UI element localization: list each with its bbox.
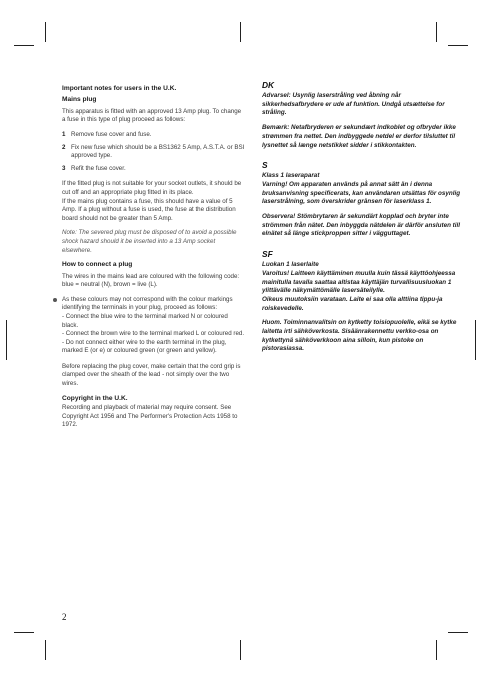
laser-warnings-column — [262, 80, 462, 360]
s-warning: Klass 1 laseraparat Varning! Om apparaten används på annat sätt än i denna bruksanvisning specificerats, kan användaren utsättas för osynlig laserstrålning, som överskrider gränsen för laserklass 1. — [262, 172, 461, 206]
uk-notes-heading: Important notes for users in the U.K. — [62, 85, 177, 92]
wiring-instructions — [62, 296, 245, 356]
crop-mark — [240, 640, 241, 660]
wiring-step: - Connect the blue wire to the terminal marked N or coloured black. — [62, 312, 228, 329]
crop-mark — [14, 632, 34, 633]
crop-mark — [448, 632, 468, 633]
dk-note: Bemærk: Netafbryderen er sekundært indkoblet og ofbryder ikke strømmen fra nettet. Den indbyggede netdel er derfor tilsluttet til lysnettet så længe netstikket sidder i stikkontakten. — [262, 124, 456, 149]
connect-plug-heading: How to connect a plug — [62, 261, 133, 269]
cord-grip-text: Before replacing the plug cover, make certain that the cord grip is clamped over the sheath of the lead - not simply over the two wires. — [62, 362, 241, 388]
crop-mark — [240, 22, 241, 42]
copyright-text: Recording and playback of material may require consent. See Copyright Act 1956 and The Performer's Protection Acts 1958 to 1972. — [62, 404, 238, 429]
s-note: Observera! Stömbrytaren är sekundärt kopplad och bryter inte strömmen från nätet. Den inbyggda nätdelen är därför ansluten till elnätet så länge stickproppen sitter i vägguttaget. — [262, 213, 461, 238]
crop-mark — [436, 22, 437, 42]
lang-heading-sf: SF — [262, 249, 273, 260]
crop-mark — [14, 45, 34, 46]
step-text: Refit the fuse cover. — [71, 164, 126, 172]
sf-note: Huom. Toiminnanvalitsin on kytketty toisiopuolelle, eikä se kytke laitetta irti sähköverkosta. Sisäänrakennettu verkko-osa on kytkettynä sähköverkkoon aina silloin, kun pistoke on pistorasiassa. — [262, 319, 457, 353]
dk-warning: Advarsel: Usynlig laserstråling ved åbning når sikkerhedsafbrydere er ude af funktion. Undgå utsættelse for stråling. — [262, 92, 445, 117]
wiring-step: - Do not connect either wire to the earth terminal in the plug, marked E (or e) or coloured green (or green and yellow). — [62, 338, 227, 355]
crop-mark — [475, 320, 476, 360]
crop-mark — [45, 640, 46, 660]
crop-mark — [6, 320, 7, 360]
wiring-bullet — [62, 296, 245, 356]
crop-mark — [436, 640, 437, 660]
wiring-step: - Connect the brown wire to the terminal marked L or coloured red. — [62, 330, 245, 338]
step-text: Remove fuse cover and fuse. — [71, 131, 152, 138]
lang-heading-dk: DK — [262, 80, 275, 90]
wiring-intro: As these colours may not correspond with the colour markings identifying the terminals in your plug, proceed as follows: — [62, 295, 233, 312]
crop-mark — [45, 22, 46, 42]
step-number: 1 — [62, 131, 66, 138]
fuse-step — [62, 131, 245, 140]
copyright-heading: Copyright in the U.K. — [62, 394, 128, 402]
mains-plug-heading: Mains plug — [62, 96, 97, 104]
step-number: 3 — [62, 164, 66, 172]
severed-plug-note: Note: The severed plug must be disposed of to avoid a possible shock hazard should it be inserted into a 13 Amp socket elsewhere. — [62, 229, 237, 254]
step-number: 2 — [62, 143, 66, 151]
unsuitable-plug-text: If the fitted plug is not suitable for your socket outlets, it should be cut off and an appropriate plug fitted in its place. — [62, 180, 242, 196]
wire-colour-code: The wires in the mains lead are coloured with the following code: blue = neutral (N), brown = live (L). — [62, 272, 240, 289]
fuse-step — [62, 165, 245, 174]
fuse-step — [62, 144, 245, 161]
sf-warning: Luokan 1 laserlaite Varoitus! Laitteen käyttäminen muulla kuin tässä käyttöohjeessa mainitulla tavalla saattaa altistaa käyttäjän turvallisuusluokan 1 ylittävälle näkymättömälle lasersäteilylle. Oikeus muutoksiin varataan. Laite ei saa olla alttiina tippu-ja roiskevedelle. — [262, 261, 456, 312]
fuse-value-text: If the mains plug contains a fuse, this should have a value of 5 Amp. If a plug without a fuse is used, the fuse at the distribution board should not be greater than 5 Amp. — [62, 197, 236, 222]
mains-plug-intro: This apparatus is fitted with an approved 13 Amp plug. To change a fuse in this type of plug proceed as follows: — [62, 107, 242, 124]
lang-heading-s: S — [262, 160, 268, 171]
crop-mark — [448, 45, 468, 46]
bullet-icon — [53, 298, 57, 302]
uk-notes-column — [62, 85, 245, 436]
step-text: Fix new fuse which should be a BS1362 5 Amp, A.S.T.A. or BSI approved type. — [71, 143, 245, 160]
page-number: 2 — [62, 612, 67, 622]
